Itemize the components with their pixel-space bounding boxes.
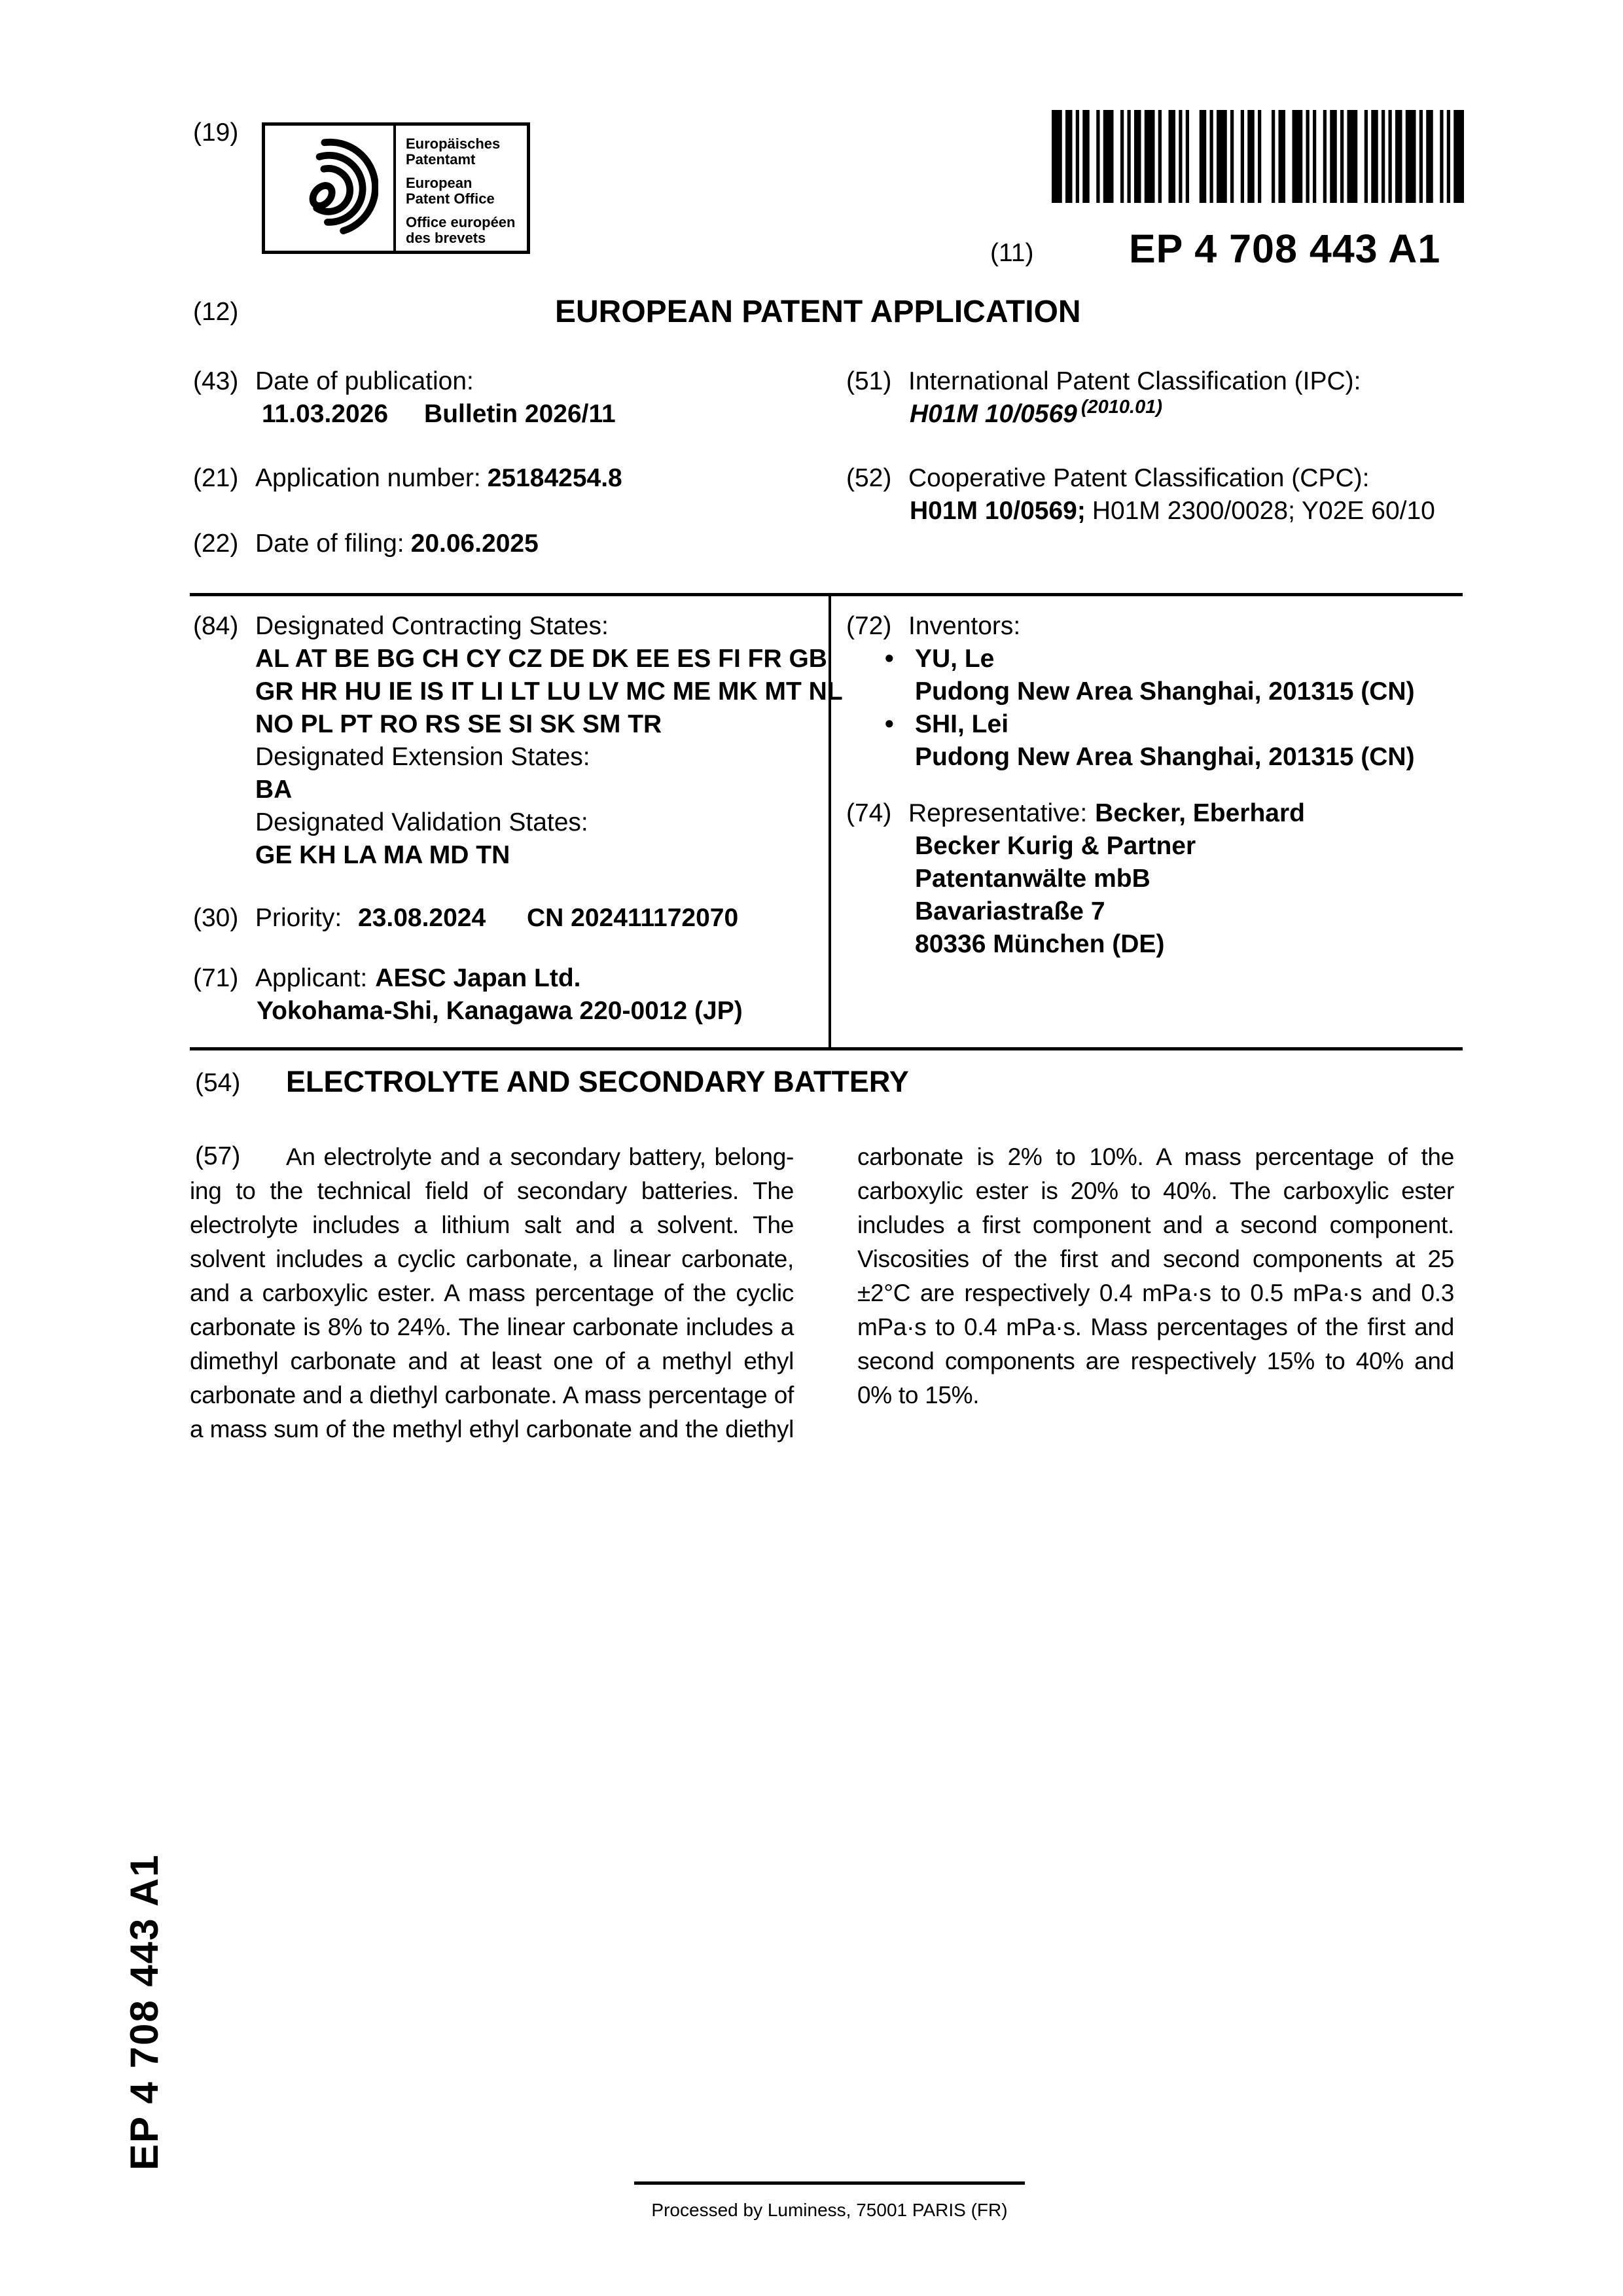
priority-date: 23.08.2024 xyxy=(358,904,486,932)
divider-bottom xyxy=(190,1047,1463,1050)
field-21 xyxy=(193,462,622,495)
contracting-states-list: AL AT BE BG CH CY CZ DE DK EE ES FI FR GB GR HR HU IE IS IT LI LT LU LV MC ME MK MT NL NO PL PT RO RS SE SI SK SM TR xyxy=(255,645,843,738)
application-number-label: Application number: xyxy=(255,464,481,492)
field-74 xyxy=(846,797,1305,830)
inventor-address: Pudong New Area Shanghai, 201315 (CN) xyxy=(915,743,1415,771)
abstract-column-2: carbonate is 2% to 10%. A mass percentage of the carboxylic ester is 20% to 40%. The carboxylic ester includes a first component and a second component. Viscosities of the first and second components at 25 ±2°C are respectively 0.4 mPa·s to 0.5 mPa·s and 0.3 mPa·s to 0.4 mPa·s. Mass percentages of the first and second components are respectively 15% to 40% and 0% to 15%. xyxy=(857,1143,1454,1408)
field-22 xyxy=(193,528,539,560)
cpc-label: Cooperative Patent Classification (CPC): xyxy=(908,464,1370,492)
filing-date-label: Date of filing: xyxy=(255,529,404,558)
barcode-icon xyxy=(1052,110,1464,203)
cpc-secondary: H01M 2300/0028; Y02E 60/10 xyxy=(1092,497,1435,525)
inventor-address: Pudong New Area Shanghai, 201315 (CN) xyxy=(915,677,1415,706)
inid-71-label: (71) xyxy=(193,964,239,992)
field-30 xyxy=(193,902,739,935)
inid-52-label: (52) xyxy=(846,464,892,492)
validation-states-label: Designated Validation States: xyxy=(255,808,588,836)
applicant-address: Yokohama-Shi, Kanagawa 220-0012 (JP) xyxy=(257,997,743,1025)
field-51 xyxy=(846,365,1361,398)
epo-logo-box xyxy=(262,122,530,254)
document-type-title: EUROPEAN PATENT APPLICATION xyxy=(555,295,1081,329)
bulletin-number: Bulletin 2026/11 xyxy=(424,400,616,428)
field-71 xyxy=(193,962,581,995)
applicant-label: Applicant: xyxy=(255,964,368,992)
validation-states: GE KH LA MA MD TN xyxy=(255,841,510,869)
epo-name-en-line2: Patent Office xyxy=(406,190,495,207)
representative-label: Representative: xyxy=(908,799,1088,827)
publication-date-label: Date of publication: xyxy=(255,367,474,395)
publication-date: 11.03.2026 xyxy=(262,400,389,428)
representative-address: Becker Kurig & Partner Patentanwälte mbB Bavariastraße 7 80336 München (DE) xyxy=(915,832,1196,958)
field-72 xyxy=(846,610,1020,643)
field-43 xyxy=(193,365,474,398)
epo-name-fr-line2: des brevets xyxy=(406,230,486,246)
priority-label: Priority: xyxy=(255,904,342,932)
inid-84-label: (84) xyxy=(193,612,239,640)
priority-number: CN 202411172070 xyxy=(527,904,739,932)
ipc-version: (2010.01) xyxy=(1080,397,1162,418)
inid-21-label: (21) xyxy=(193,464,239,492)
contracting-states-label: Designated Contracting States: xyxy=(255,612,609,640)
publication-number: EP 4 708 443 A1 xyxy=(1129,226,1441,271)
field-52 xyxy=(846,462,1369,495)
inid-19-label: (19) xyxy=(193,118,239,147)
inventor-name: SHI, Lei xyxy=(915,710,1009,738)
inid-54-label: (54) xyxy=(195,1069,241,1097)
epo-spiral-logo-icon xyxy=(265,126,396,251)
inid-30-label: (30) xyxy=(193,904,239,932)
ipc-code: H01M 10/0569 xyxy=(910,400,1077,428)
inid-51-label: (51) xyxy=(846,367,892,395)
field-51-value xyxy=(910,398,1162,433)
application-number: 25184254.8 xyxy=(487,464,622,492)
inid-11-label: (11) xyxy=(990,239,1034,267)
extension-states-label: Designated Extension States: xyxy=(255,743,590,771)
epo-name-de-line2: Patentamt xyxy=(406,151,476,168)
inid-74-label: (74) xyxy=(846,799,892,827)
footer-rule xyxy=(634,2181,1025,2185)
bullet-icon: • xyxy=(885,710,894,738)
abstract-column-1: An electrolyte and a secondary battery, belong- ing to the technical field of secondary batteries. The electrolyte includes a lithium salt and a solvent. The solvent includes a cyclic carbonate, a linear carbonate, and a carboxylic ester. A mass percentage of the cyclic carbonate is 8% to 24%. The linear carbonate includes a dimethyl carbonate and at least one of a methyl ethyl carbonate and a diethyl carbonate. A mass percentage of a mass sum of the methyl ethyl carbonate and the diethyl xyxy=(190,1143,794,1443)
cpc-primary: H01M 10/0569; xyxy=(910,497,1086,525)
representative-name: Becker, Eberhard xyxy=(1095,799,1305,827)
field-84 xyxy=(193,610,609,643)
epo-office-names xyxy=(396,126,527,251)
inid-22-label: (22) xyxy=(193,529,239,558)
inventor-item xyxy=(885,708,1008,741)
field-52-value xyxy=(910,495,1435,528)
inid-57-label: (57) xyxy=(195,1142,241,1170)
inventor-item xyxy=(885,643,994,675)
applicant-name: AESC Japan Ltd. xyxy=(375,964,581,992)
inventors-label: Inventors: xyxy=(908,612,1021,640)
ipc-label: International Patent Classification (IPC): xyxy=(908,367,1361,395)
divider-top xyxy=(190,593,1463,596)
epo-name-de-line1: Europäisches xyxy=(406,135,501,152)
epo-name-en-line1: European xyxy=(406,175,473,191)
vertical-publication-number: EP 4 708 443 A1 xyxy=(122,1854,166,2170)
invention-title: ELECTROLYTE AND SECONDARY BATTERY xyxy=(286,1065,909,1098)
inid-43-label: (43) xyxy=(193,367,239,395)
bullet-icon: • xyxy=(885,645,894,673)
inid-12-label: (12) xyxy=(193,298,239,326)
inid-72-label: (72) xyxy=(846,612,892,640)
epo-name-fr-line1: Office européen xyxy=(406,214,516,230)
field-43-value xyxy=(262,398,616,431)
footer-processing-note: Processed by Luminess, 75001 PARIS (FR) xyxy=(651,2200,1008,2220)
extension-states: BA xyxy=(255,776,293,804)
inventor-name: YU, Le xyxy=(915,645,995,673)
filing-date: 20.06.2025 xyxy=(410,529,539,558)
